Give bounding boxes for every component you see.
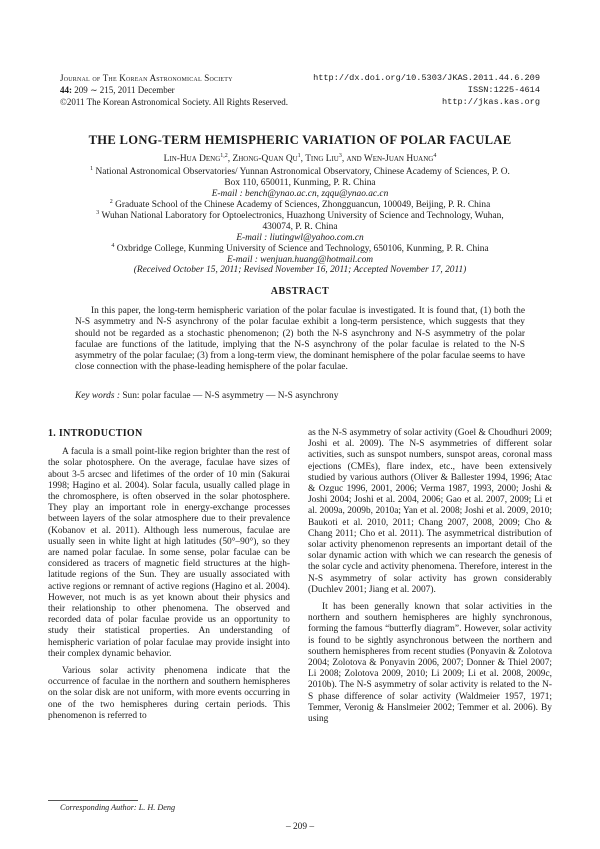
journal-name: Journal of The Korean Astronomical Society: [60, 73, 233, 83]
affil-text: National Astronomical Observatories/ Yunnan Astronomical Observatory, Chinese Academy of Sciences, P. O.: [95, 167, 510, 177]
author-name: Wen-Juan Huang: [363, 154, 434, 164]
affiliation-2: [56, 200, 544, 211]
email-address[interactable]: bench@ynao.ac.cn, zqqu@ynao.ac.cn: [245, 189, 389, 200]
affiliation-1: [56, 167, 544, 201]
affil-text: Oxbridge College, Kunming University of Science and Technology, 650106, Kunming, P. R. China: [116, 244, 489, 254]
author-affil-mark: 4: [433, 152, 437, 159]
journal-links: [290, 72, 540, 108]
email-address[interactable]: wenjuan.huang@hotmail.com: [260, 255, 374, 266]
paper-title: THE LONG-TERM HEMISPHERIC VARIATION OF POLAR FACULAE: [88, 133, 512, 147]
issn: ISSN:1225-4614: [467, 85, 540, 95]
abstract-text: In this paper, the long-term hemispheric variation of the polar faculae is investigated. It is found that, (1) both the N-S asymmetry and N-S asynchrony of the polar faculae exhibit a long-term persistence, which suggests that they should not be regarded as a stochastic phenomenon; (2) both the N-S asynchrony and N-S asymmetry of the polar faculae are functions of the latitude, implying that the N-S asynchrony of the polar faculae is related to the N-S asymmetry of the polar faculae; (3) from a long-term view, the dominant hemisphere of the polar faculae seems to have close connection with the phase-leading hemisphere of the polar faculae.: [75, 306, 525, 373]
footnote-divider: [48, 800, 138, 801]
volume-pages-date: 209 ∼ 215, 2011 December: [72, 85, 175, 95]
author-affil-mark: 1: [297, 152, 301, 159]
page-number: – 209 –: [285, 822, 315, 832]
author-name: Lin-Hua Deng: [163, 154, 221, 164]
affiliation-3: [56, 211, 544, 245]
journal-url[interactable]: http://jkas.kas.org: [442, 97, 540, 107]
abstract-heading: ABSTRACT: [270, 286, 330, 297]
author-name: Zhong-Quan Qu: [232, 154, 298, 164]
author-conjunction: and: [346, 154, 362, 164]
author-affil-mark: 3: [338, 152, 342, 159]
author-affil-mark: 1,2: [220, 152, 228, 159]
affil-text: Wuhan National Laboratory for Optoelectronics, Huazhong University of Science and Technology, Wuhan,: [101, 211, 504, 221]
keywords-label: Key words :: [75, 391, 120, 401]
affil-text: Graduate School of the Chinese Academy of Sciences, Zhongguancun, 100049, Beijing, P. R. China: [115, 200, 491, 210]
body-paragraph: It has been generally known that solar activities in the northern and southern hemispheres are highly synchronous, forming the famous “butterfly diagram”. However, solar activity is found to be sightly asynchronous between the northern and southern hemispheres from recent studies (Ponyavin & Zolotova 2004; Zolotova & Ponyavin 2006, 2007; Donner & Thiel 2007; Li 2008; Zolotova 2009, 2010; Li 2009; Li et al. 2008, 2009c, 2010b). The N-S asymmetry of solar activity is related to the N-S phase difference of solar activity (Waldmeier 1957, 1971; Temmer, Veronig & Hanslmeier 2002; Temmer et al. 2006). By using: [308, 602, 552, 725]
affil-text: 430074, P. R. China: [262, 222, 338, 233]
volume-number: 44:: [60, 85, 72, 95]
body-column-left: [48, 428, 290, 722]
keywords: [75, 390, 525, 402]
email-label: E-mail :: [226, 255, 258, 266]
affil-number: 1: [90, 165, 94, 172]
affil-number: 3: [96, 209, 100, 216]
copyright-line: ©2011 The Korean Astronomical Society. All Rights Reserved.: [60, 97, 288, 107]
author-name: Ting Liu: [305, 154, 339, 164]
section-heading: 1. INTRODUCTION: [48, 428, 143, 439]
email-label: E-mail :: [211, 189, 243, 200]
doi-link[interactable]: http://dx.doi.org/10.5303/JKAS.2011.44.6.209: [313, 73, 540, 83]
affil-number: 4: [111, 242, 115, 249]
received-dates: (Received October 15, 2011; Revised November 16, 2011; Accepted November 17, 2011): [133, 265, 467, 275]
body-paragraph: Various solar activity phenomena indicate that the occurrence of faculae in the northern and southern hemispheres on the solar disk are not uniform, with more events occurring in one of the two hemispheres during certain periods. This phenomenon is referred to: [48, 666, 290, 721]
body-column-right: [308, 428, 552, 725]
affil-number: 2: [109, 198, 113, 205]
email-address[interactable]: liutingwl@yahoo.com.cn: [269, 233, 364, 244]
body-paragraph: A facula is a small point-like region brighter than the rest of the solar photosphere. On the average, faculae have sizes of about 3-5 arcsec and lifetimes of the order of 10 min (Sakurai 1998; Hagino et al. 2004). Solar facula, usually called plage in the chromosphere, is often observed in the solar photosphere. They play an important role in energy-exchange processes between layers of the solar atmosphere due to their prevalence (Kobanov et al. 2011). Although less numerous, faculae are usually seen in white light at high latitudes (50°–90°), so they are named polar faculae. In some sense, polar faculae can be considered as tracers of magnetic field structures at the high-latitude regions of the Sun. They are usually associated with active regions or remnant of active regions (Hagino et al. 2004). However, not much is as yet known about their physics and their relationship to other phenomena. The observed and recorded data of polar faculae provide us an opportunity to study their statistical properties. An understanding of hemispheric variation of polar faculae may provide insight into their complex dynamic behavior.: [48, 447, 290, 659]
keywords-text: Sun: polar faculae — N-S asymmetry — N-S asynchrony: [122, 391, 339, 401]
affil-text: Box 110, 650011, Kunming, P. R. China: [224, 178, 376, 189]
corresponding-author-note: Corresponding Author: L. H. Deng: [60, 803, 176, 812]
body-paragraph: as the N-S asymmetry of solar activity (Goel & Choudhuri 2009; Joshi et al. 2009). The N-S asymmetries of different solar activities, such as sunspot numbers, sunspot areas, coronal mass ejections (CMEs), flare index, etc., have been extensively studied by various authors (Oliver & Ballester 1994, 1996; Atac & Ozguc 1996, 2001, 2006; Verma 1987, 1993, 2000; Joshi & Joshi 2004; Joshi et al. 2004, 2006; Gao et al. 2007, 2009; Li et al. 2009a, 2009b, 2010a; Yan et al. 2008; Joshi et al. 2009, 2010; Baukoti et al. 2010, 2011; Chang 2007, 2008, 2009; Cho & Chang 2011; Cho et al. 2011). The asymmetrical distribution of solar activity phenomenon represents an important detail of the solar dynamic action with which we can research the genesis of the solar cycle and activity phenomena. Therefore, interest in the N-S asymmetry of solar activity has grown considerably (Duchlev 2001; Jiang et al. 2007).: [308, 428, 552, 595]
email-label: E-mail :: [236, 233, 268, 244]
author-list: Lin-Hua Deng$^{1,2}$, Zhong-Quan Qu$^1$, Ting Liu$^3$, and Wen-Juan Huang$^4$: [163, 152, 437, 164]
